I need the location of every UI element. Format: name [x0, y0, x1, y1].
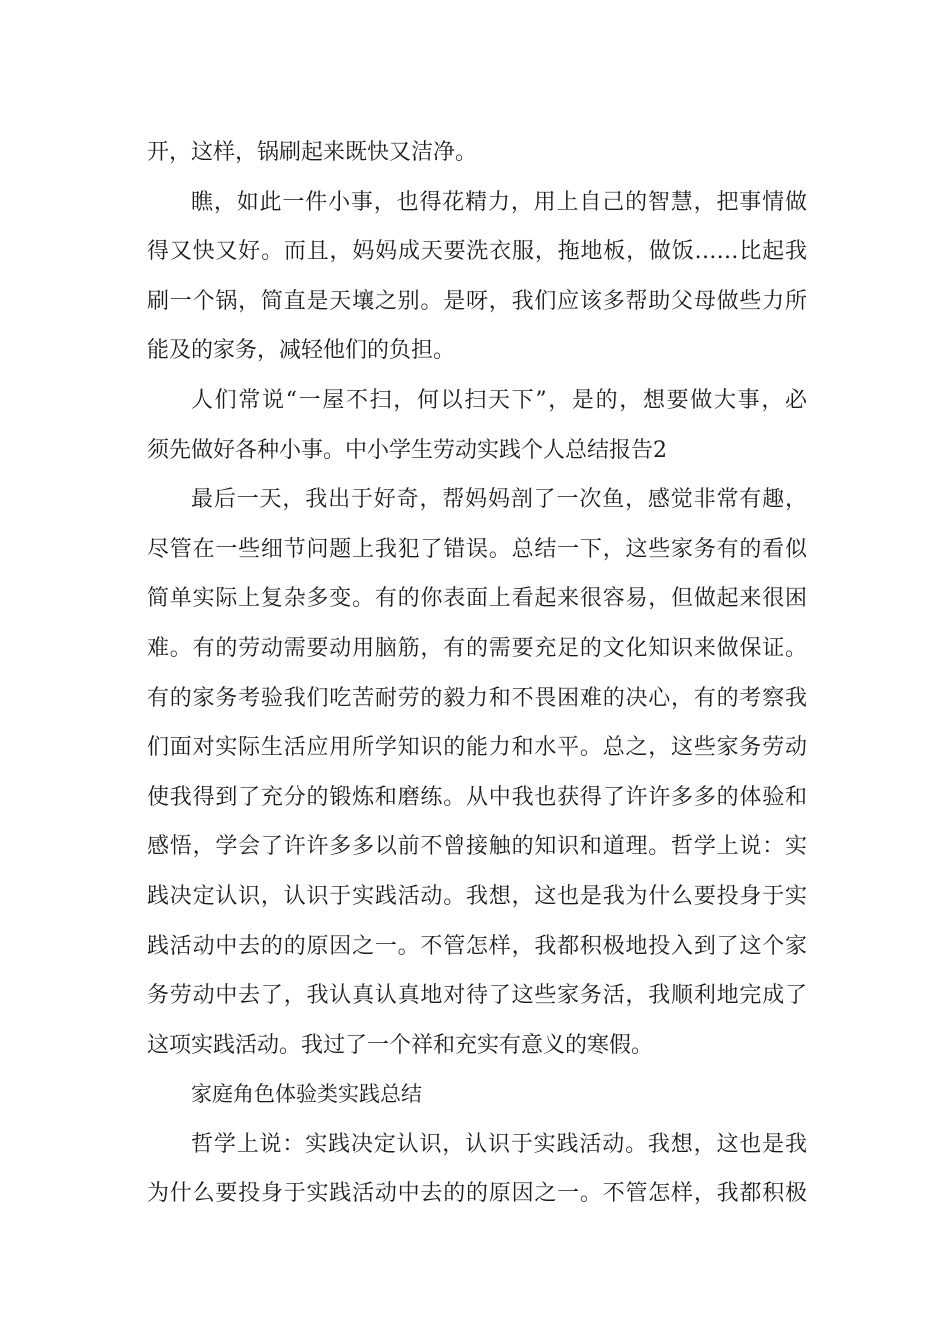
- paragraph-4-line-11: 务劳动中去了，我认真认真地对待了这些家务活，我顺利地完成了: [147, 983, 807, 1009]
- paragraph-6-line-2: 为什么要投身于实践活动中去的的原因之一。不管怎样，我都积极: [147, 1181, 807, 1207]
- paragraph-4-line-2: 尽管在一些细节问题上我犯了错误。总结一下，这些家务有的看似: [147, 536, 807, 562]
- paragraph-4-line-7: 使我得到了充分的锻炼和磨练。从中我也获得了许许多多的体验和: [147, 784, 807, 810]
- paragraph-4-line-3: 简单实际上复杂多变。有的你表面上看起来很容易，但做起来很困: [147, 586, 807, 612]
- paragraph-3-line-2: 须先做好各种小事。中小学生劳动实践个人总结报告2: [147, 437, 667, 463]
- paragraph-2-line-2: 得又快又好。而且，妈妈成天要洗衣服，拖地板，做饭……比起我: [147, 239, 807, 265]
- paragraph-4-line-10: 践活动中去的的原因之一。不管怎样，我都积极地投入到了这个家: [147, 933, 807, 959]
- paragraph-4-line-4: 难。有的劳动需要动用脑筋，有的需要充足的文化知识来做保证。: [147, 635, 807, 661]
- paragraph-3-line-1: 人们常说“一屋不扫，何以扫天下”，是的，想要做大事，必: [191, 387, 807, 413]
- paragraph-4-line-12: 这项实践活动。我过了一个祥和充实有意义的寒假。: [147, 1032, 654, 1058]
- paragraph-2-line-1: 瞧，如此一件小事，也得花精力，用上自己的智慧，把事情做: [191, 189, 807, 215]
- document-body: [147, 128, 807, 1219]
- paragraph-1-line-1: 开，这样，锅刷起来既快又洁净。: [147, 140, 478, 165]
- paragraph-6-line-1: 哲学上说：实践决定认识，认识于实践活动。我想，这也是我: [191, 1131, 807, 1157]
- paragraph-4-line-5: 有的家务考验我们吃苦耐劳的毅力和不畏困难的决心，有的考察我: [147, 685, 807, 711]
- paragraph-2-line-4: 能及的家务，减轻他们的负担。: [147, 338, 456, 364]
- section-heading: 家庭角色体验类实践总结: [191, 1082, 422, 1107]
- paragraph-4-line-8: 感悟，学会了许许多多以前不曾接触的知识和道理。哲学上说：实: [147, 834, 807, 860]
- paragraph-4-line-6: 们面对实际生活应用所学知识的能力和水平。总之，这些家务劳动: [147, 735, 807, 761]
- paragraph-4-line-9: 践决定认识，认识于实践活动。我想，这也是我为什么要投身于实: [147, 883, 807, 909]
- paragraph-4-line-1: 最后一天，我出于好奇，帮妈妈剖了一次鱼，感觉非常有趣，: [191, 487, 807, 513]
- paragraph-2-line-3: 刷一个锅，简直是天壤之别。是呀，我们应该多帮助父母做些力所: [147, 288, 807, 314]
